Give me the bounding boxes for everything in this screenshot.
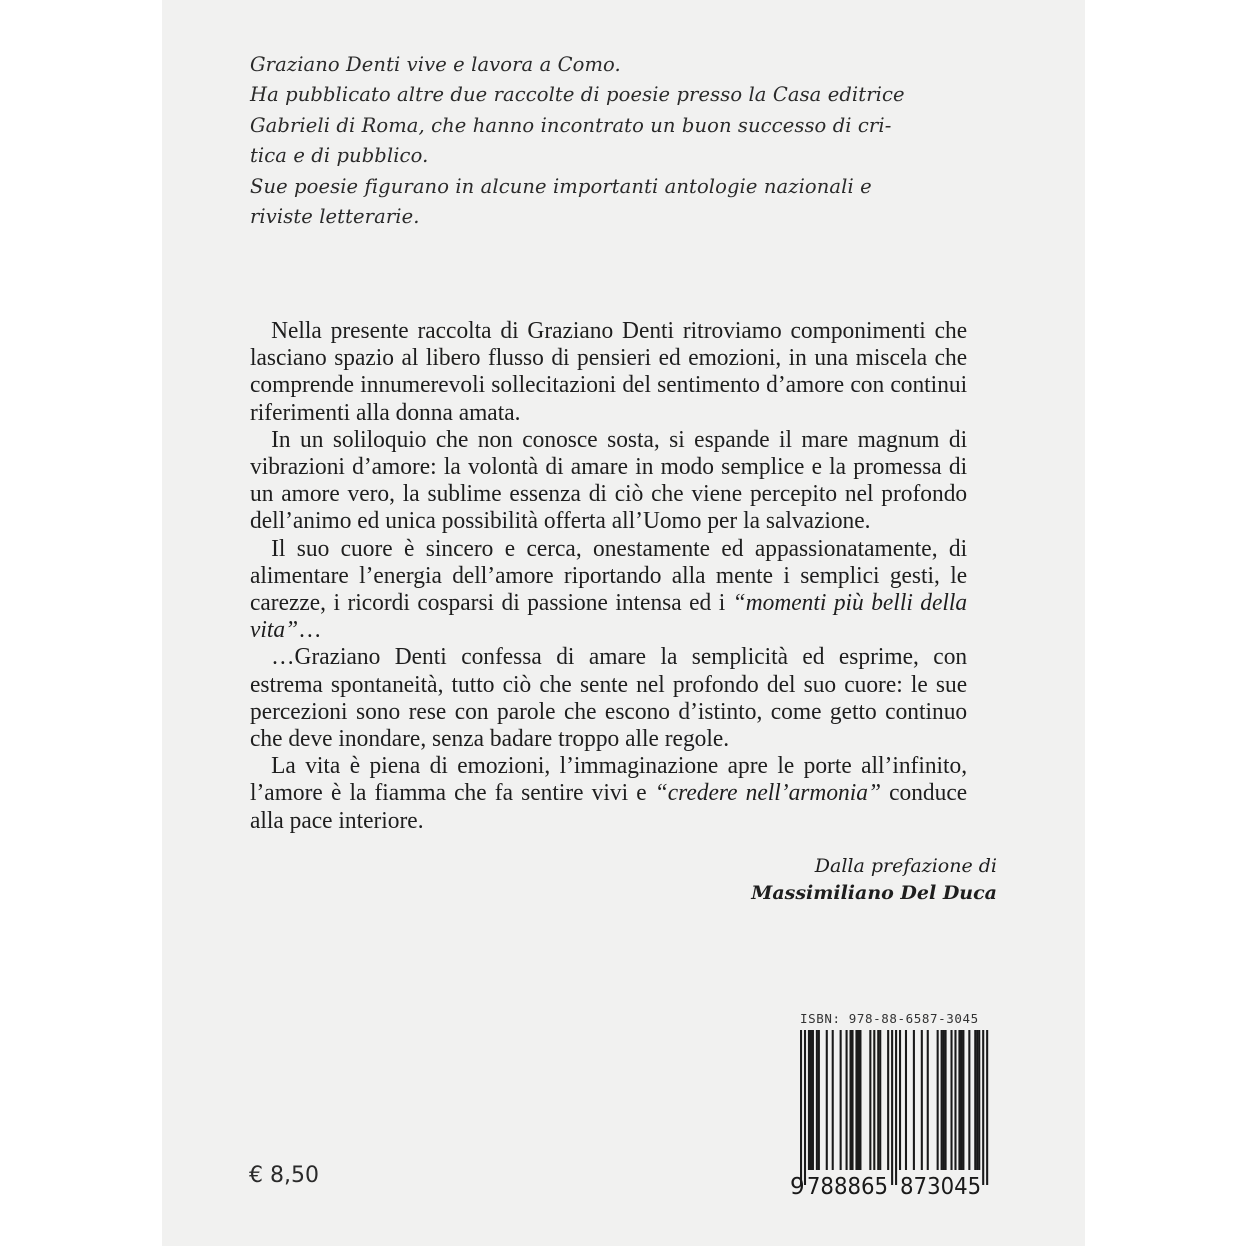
italic-quote: “credere nell’armonia”: [654, 779, 881, 807]
bio-line: Graziano Denti vive e lavora a Como.: [250, 53, 621, 76]
paragraph-text: …: [298, 616, 322, 644]
bio-line: Sue poesie figurano in alcune importanti antologie nazionali e: [250, 174, 872, 198]
paragraph-text: conduce alla pace interiore.: [250, 779, 968, 834]
preface-attribution: [751, 853, 997, 907]
paragraph-text: Il suo cuore è sincero e cerca, onestamente ed appassionatamente, di alimentare l’energia dell’amore riportando alla mente i semplici gesti, le carezze, i ricordi cosparsi di passione intensa ed i: [250, 534, 968, 617]
author-bio: [250, 50, 1010, 232]
bio-line: Ha pubblicato altre due raccolte di poesie presso la Casa editrice: [250, 83, 905, 107]
svg-text:9: 9: [790, 1174, 805, 1200]
book-back-cover: [162, 0, 1085, 1246]
italic-quote: “momenti più belli della vita”: [250, 589, 968, 644]
attribution-intro: Dalla prefazione di: [814, 855, 997, 877]
bio-line: Gabrieli di Roma, che hanno incontrato un buon successo di cri-: [250, 113, 892, 137]
price-label: € 8,50: [249, 1163, 319, 1188]
ean13-barcode: [790, 1028, 990, 1204]
preface-paragraph: …Graziano Denti confessa di amare la semplicità ed esprime, con estrema spontaneità, tutto ciò che sente nel profondo del suo cuore: le sue percezioni sono rese con parole che escono d’istinto, come getto continuo che deve inondare, senza badare troppo alle regole.: [250, 643, 968, 753]
barcode-graphic: [790, 1028, 990, 1204]
preface-paragraph: In un soliloquio che non conosce sosta, si espande il mare magnum di vibrazioni d’amore: la volontà di amare in modo semplice e la promessa di un amore vero, la sublime essenza di ciò che viene percepito nel profondo dell’animo ed unica possibilità offerta all’Uomo per la salvazione.: [250, 425, 968, 535]
bio-line: riviste letterarie.: [250, 205, 420, 229]
preface-excerpt: [250, 317, 967, 834]
paragraph-text: La vita è piena di emozioni, l’immaginazione apre le porte all’infinito, l’amore è la fiamma che fa sentire vivi e: [250, 752, 968, 807]
bio-line: tica e di pubblico.: [250, 144, 429, 168]
preface-paragraph: Nella presente raccolta di Graziano Denti ritroviamo componimenti che lasciano spazio al libero flusso di pensieri ed emozioni, in una miscela che comprende innumerevoli sollecitazioni del sentimento d’amore con continui riferimenti alla donna amata.: [250, 317, 968, 426]
attribution-author: Massimiliano Del Duca: [751, 882, 997, 904]
svg-text:873045: 873045: [900, 1174, 982, 1200]
isbn-label: ISBN: 978-88-6587-3045: [800, 1011, 979, 1026]
preface-paragraph: [250, 752, 967, 834]
svg-text:788865: 788865: [806, 1174, 889, 1200]
preface-paragraph: [250, 535, 967, 644]
